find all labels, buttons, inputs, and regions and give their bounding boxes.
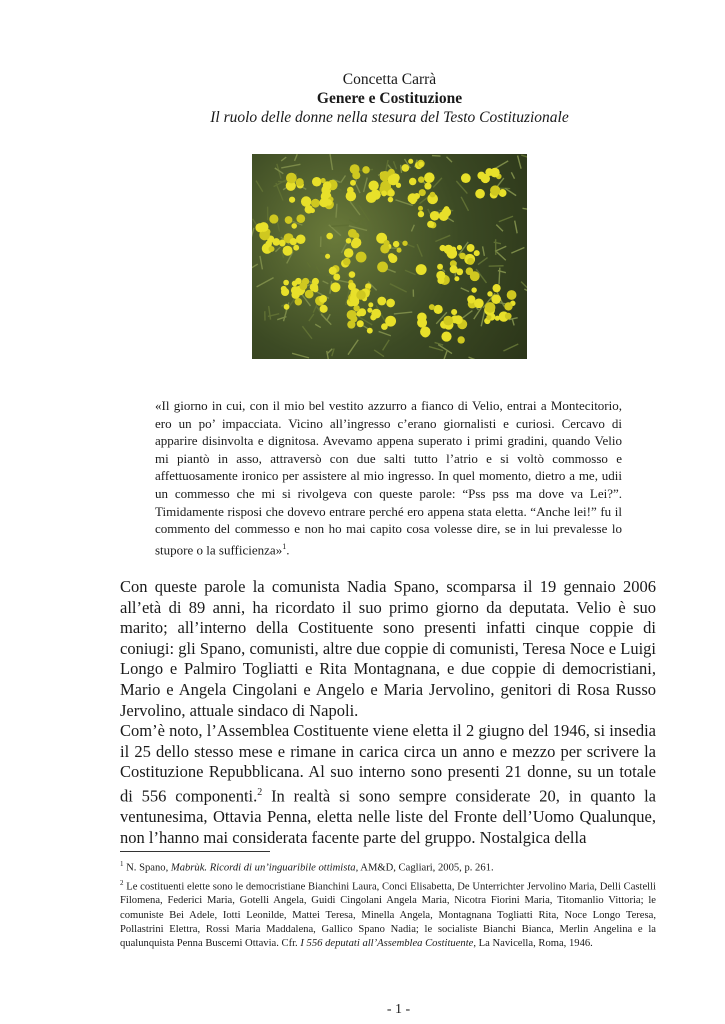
body-paragraph-2-part-1: Com’è noto, l’Assemblea Costituente viene eletta il 2 giugno del 1946, si insedia il 25 dello stesso mese e rimane in carica circa un anno e mezzo per scrivere la Costituzione Repubblicana. Al suo interno sono presenti 21 donne, su un totale di 556 componenti. xyxy=(120,721,656,806)
footnote-1-title: Mabrùk. Ricordi di un’inguaribile ottimista, xyxy=(170,862,359,874)
footnote-ref-2: 2 xyxy=(257,786,263,798)
footnote-divider xyxy=(120,851,270,852)
document-header xyxy=(0,70,725,127)
document-title: Genere e Costituzione xyxy=(316,90,463,107)
author-name: Concetta Carrà xyxy=(342,71,437,88)
body-paragraph-2-part-2: In realtà si sono sempre considerate 20, in quanto la ventunesima, Ottavia Penna, eletta nelle liste del Fronte dell’Uomo Qualunque, non l’hanno mai considerata facente parte del gruppo. Nostalgica della xyxy=(120,786,657,847)
mimosa-flowers-photo xyxy=(252,154,527,359)
footnotes xyxy=(120,857,656,951)
footnote-2-title: I 556 deputati all’Assemblea Costituente xyxy=(300,938,474,950)
page-number: - 1 - xyxy=(386,1002,411,1017)
footnote-1 xyxy=(120,857,656,876)
quote-text: «Il giorno in cui, con il mio bel vestito azzurro a fianco di Velio, entrai a Montecitorio, ero un po’ impacciata. Vicino all’ingresso c’erano giornalisti e curiosi. Cercavo di apparire disinvolta e dignitosa. Avevamo appena superato i primi gradini, quando Velio mi piantò in asso, attraversò con due salti tutto l’atrio e si voltò commosso e affettuosamente ironico per assistere al mio ingresso. In quel momento, dietro a me, udii un commesso che mi si rivolgeva con queste parole: “Pss pss ma dove va Lei?”. Timidamente risposi che dovevo entrare perché ero appena stata eletta. “Anche lei!” fu il commento del commesso e non ho mai capito cosa volesse dire, se in lui prevalesse lo stupore o la sufficienza» xyxy=(155,398,622,558)
footnote-ref-1: 1 xyxy=(282,541,287,551)
footnote-2-number: 2 xyxy=(120,878,124,887)
footnote-1-pre: N. Spano, xyxy=(123,862,171,874)
opening-quote xyxy=(155,397,622,559)
body-paragraph-2 xyxy=(120,721,656,848)
footnote-2-text: Le costituenti elette sono le democristiane Bianchini Laura, Conci Elisabetta, De Unterrichter Jervolino Maria, Delli Castelli Filomena, Federici Maria, Gotelli Angela, Guidi Cingolani Angela Maria, Nicotra Fiorini Maria, Titomanlio Vittoria; le comuniste Bei Adele, Iotti Leonilde, Mattei Teresa, Minella Angela, Montagnana Togliatti Rita, Noce Longo Teresa, Pollastrini Elettra, Rossi Maria Maddalena, Gallico Spano Nadia; le socialiste Bianchi Bianca, Merlin Angelina e la qualunquista Penna Buscemi Ottavia. Cfr. xyxy=(120,881,656,950)
body-paragraph-1: Con queste parole la comunista Nadia Spano, scomparsa il 19 gennaio 2006 all’età di 89 anni, ha ricordato il suo primo giorno da deputata. Velio è suo marito; all’interno della Costituente sono presenti infatti cinque coppie di coniugi: gli Spano, comunisti, altre due coppie di comunisti, Teresa Noce e Luigi Longo e Palmiro Togliatti e Rita Montagnana, e due coppie di democristiani, Mario e Angela Cingolani e Angelo e Maria Jervolino, genitori di Rosa Russo Jervolino, attuale sindaco di Napoli. xyxy=(120,577,656,720)
footnote-1-number: 1 xyxy=(120,860,124,868)
footnote-2 xyxy=(120,876,656,952)
mimosa-illustration xyxy=(252,154,527,359)
footnote-1-post: AM&D, Cagliari, 2005, p. 261. xyxy=(358,862,494,874)
footnote-2-post: , La Navicella, Roma, 1946. xyxy=(473,938,593,950)
main-body xyxy=(120,577,656,848)
quote-end: . xyxy=(286,542,290,558)
document-subtitle: Il ruolo delle donne nella stesura del Testo Costituzionale xyxy=(210,109,569,126)
